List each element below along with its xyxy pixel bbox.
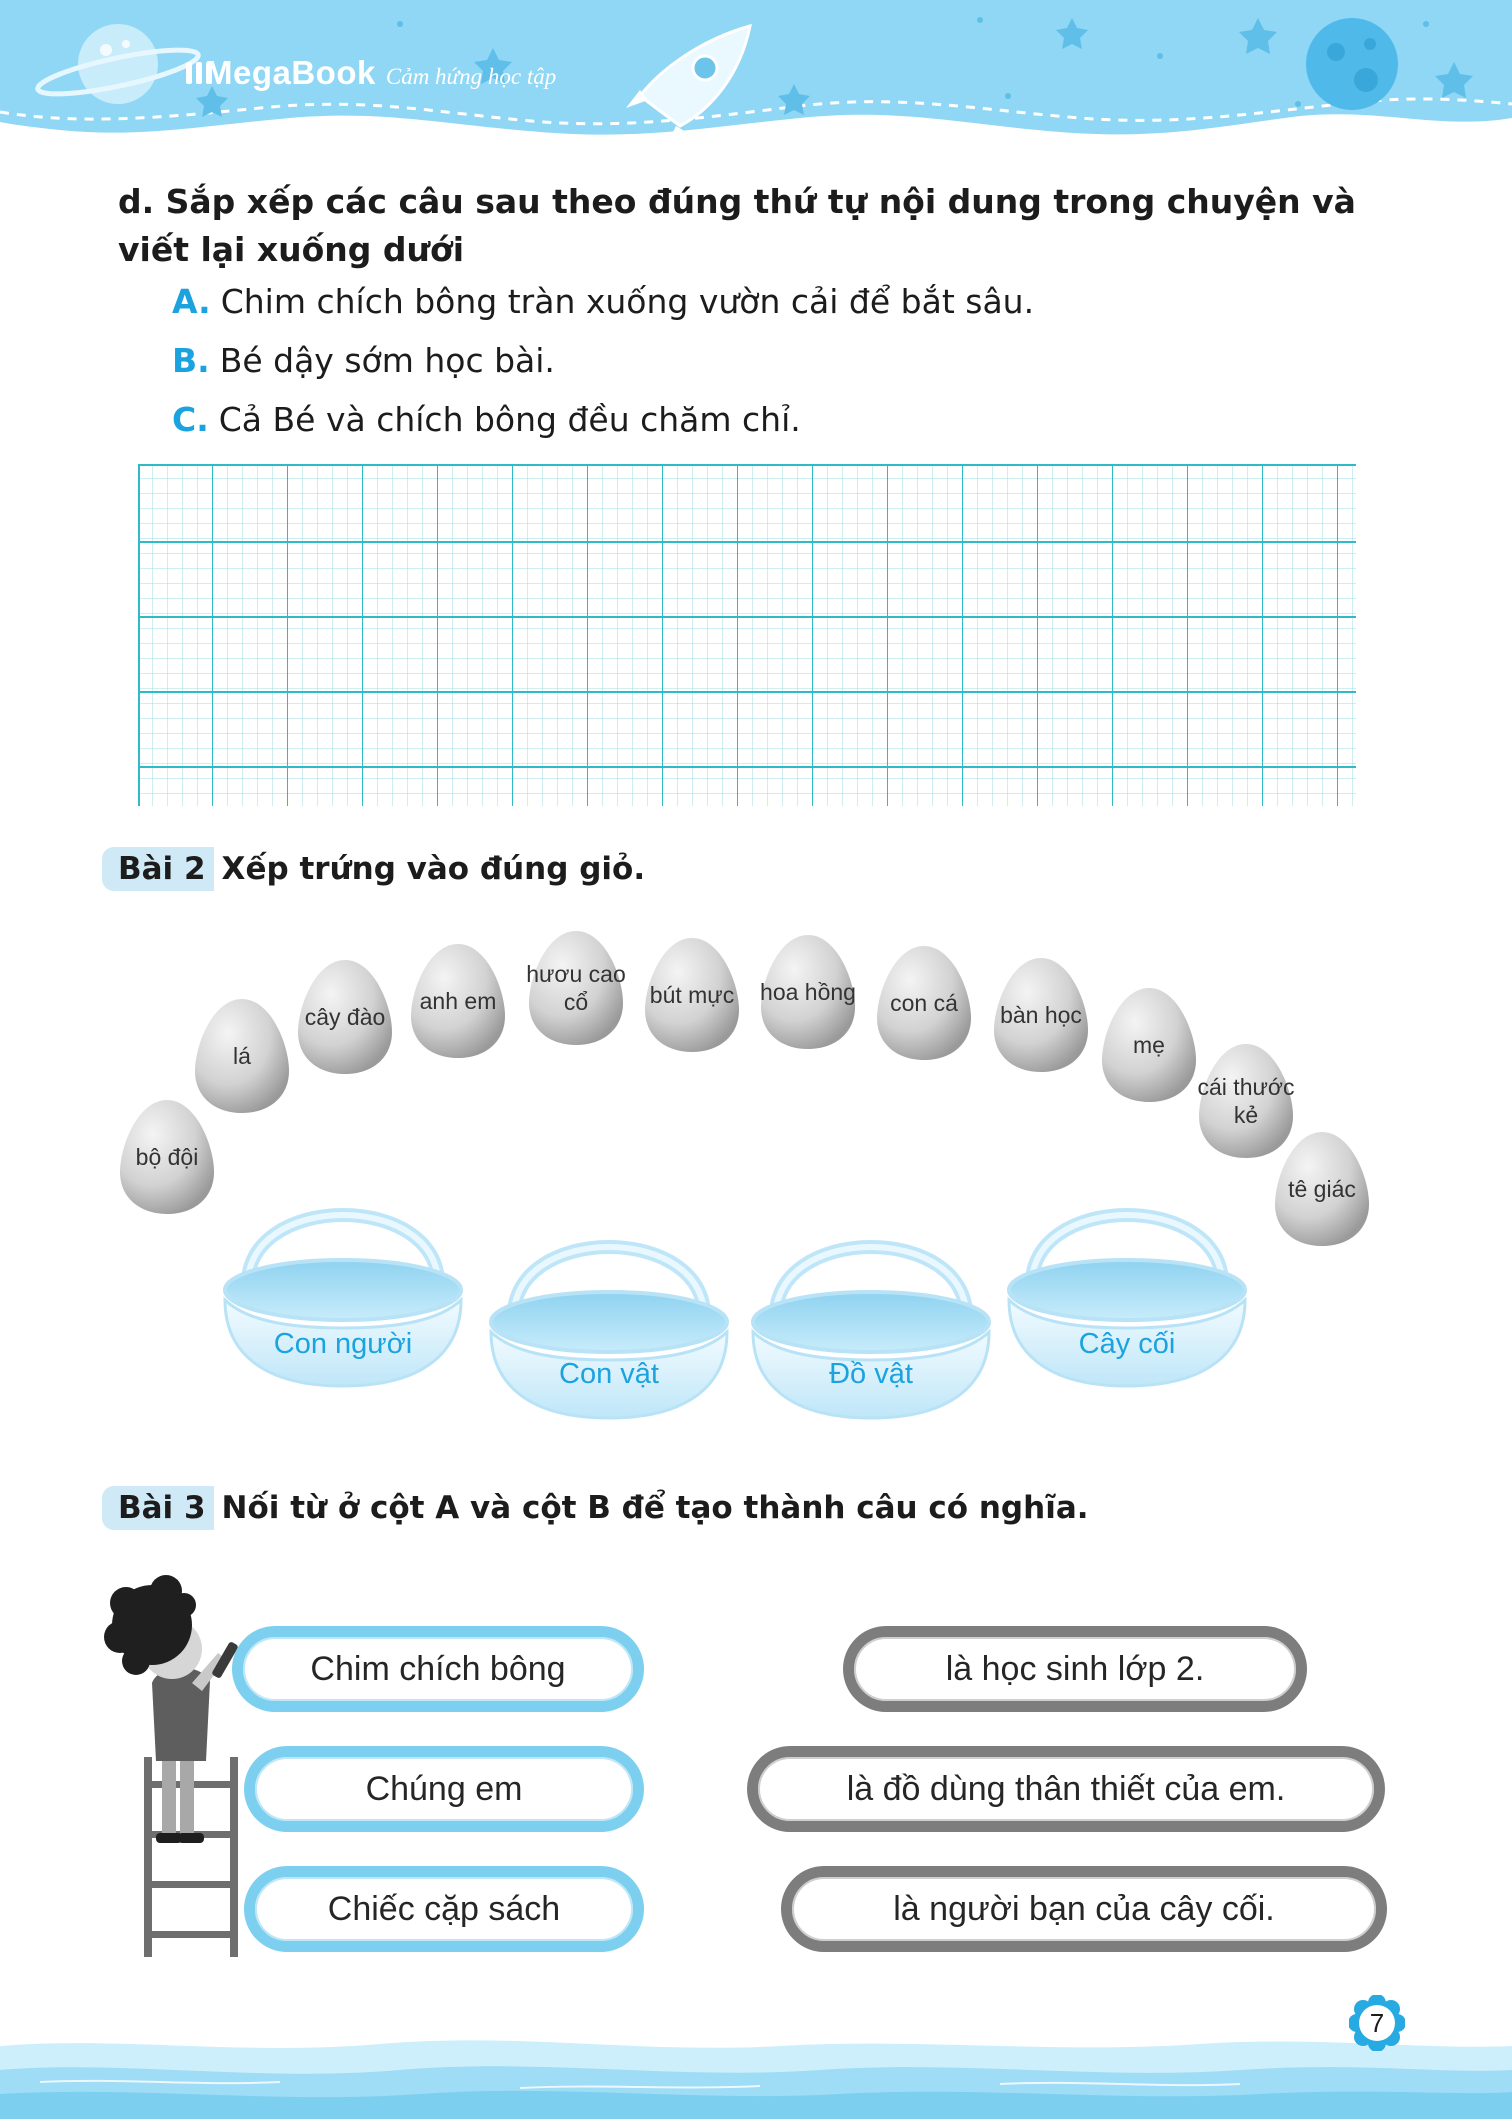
exercise-2-header bbox=[102, 847, 645, 891]
column-b-item[interactable]: là học sinh lớp 2. bbox=[843, 1626, 1307, 1712]
exercise-title: Xếp trứng vào đúng giỏ. bbox=[221, 851, 646, 887]
boy bbox=[104, 1575, 239, 1843]
egg-label: hoa hồng bbox=[760, 979, 856, 1005]
brand-name: MegaBook bbox=[205, 54, 376, 91]
exercise-badge: Bài 3 bbox=[102, 1486, 214, 1530]
egg[interactable] bbox=[527, 929, 625, 1047]
page-number-badge bbox=[1349, 1995, 1405, 2051]
egg-label: cây đào bbox=[304, 1004, 386, 1030]
egg-label: lá bbox=[233, 1043, 251, 1069]
option-b bbox=[172, 341, 555, 380]
egg[interactable] bbox=[1100, 986, 1198, 1104]
basket-label: Con vật bbox=[559, 1358, 659, 1390]
egg-label: con cá bbox=[890, 990, 958, 1016]
column-b-item[interactable]: là đồ dùng thân thiết của em. bbox=[747, 1746, 1385, 1832]
question-d: d. Sắp xếp các câu sau theo đúng thứ tự nội dung trong chuyện và viết lại xuống dưới bbox=[118, 182, 1356, 269]
egg[interactable] bbox=[992, 956, 1090, 1074]
column-a-item[interactable]: Chiếc cặp sách bbox=[244, 1866, 644, 1952]
egg[interactable] bbox=[409, 942, 507, 1060]
option-c bbox=[172, 400, 801, 439]
basket[interactable] bbox=[486, 1182, 732, 1430]
egg-label: bút mực bbox=[649, 982, 735, 1008]
column-a-item[interactable]: Chúng em bbox=[244, 1746, 644, 1832]
egg[interactable] bbox=[296, 958, 394, 1076]
brand-tagline: Cảm hứng học tập bbox=[385, 64, 557, 89]
column-a-item[interactable]: Chim chích bông bbox=[232, 1626, 644, 1712]
basket-label: Cây cối bbox=[1078, 1328, 1176, 1360]
option-letter: A. bbox=[172, 282, 211, 321]
egg[interactable] bbox=[1273, 1130, 1371, 1248]
egg-label: hươu cao cổ bbox=[526, 961, 626, 1015]
option-a bbox=[172, 282, 1034, 321]
egg[interactable] bbox=[118, 1098, 216, 1216]
egg-label: mẹ bbox=[1133, 1032, 1165, 1058]
egg-label: tê giác bbox=[1288, 1176, 1356, 1202]
egg-label: bộ đội bbox=[135, 1144, 199, 1170]
page-number: 7 bbox=[1369, 2007, 1385, 2038]
egg[interactable] bbox=[875, 944, 973, 1062]
exercise-3-header bbox=[102, 1486, 1089, 1530]
writing-grid[interactable] bbox=[138, 464, 1356, 806]
option-letter: B. bbox=[172, 341, 210, 380]
option-text: Cả Bé và chích bông đều chăm chỉ. bbox=[218, 400, 801, 439]
egg-label: anh em bbox=[419, 988, 497, 1014]
footer-wave bbox=[0, 2030, 1512, 2119]
exercise-badge: Bài 2 bbox=[102, 847, 214, 891]
basket[interactable] bbox=[1004, 1150, 1250, 1398]
option-text: Bé dậy sớm học bài. bbox=[219, 341, 555, 380]
option-text: Chim chích bông tràn xuống vườn cải để bắt sâu. bbox=[220, 282, 1035, 321]
moon-icon bbox=[1306, 18, 1398, 110]
page-header bbox=[0, 0, 1512, 160]
egg-label: bàn học bbox=[1000, 1002, 1082, 1028]
egg[interactable] bbox=[193, 997, 291, 1115]
egg-label: cái thước kẻ bbox=[1197, 1074, 1295, 1128]
option-letter: C. bbox=[172, 400, 209, 439]
brand bbox=[205, 54, 556, 92]
exercise-title: Nối từ ở cột A và cột B để tạo thành câu có nghĩa. bbox=[221, 1490, 1089, 1526]
basket-label: Con người bbox=[273, 1328, 413, 1360]
basket[interactable] bbox=[748, 1182, 994, 1430]
column-b-item[interactable]: là người bạn của cây cối. bbox=[781, 1866, 1387, 1952]
basket[interactable] bbox=[220, 1150, 466, 1398]
egg[interactable] bbox=[759, 933, 857, 1051]
egg[interactable] bbox=[643, 936, 741, 1054]
basket-label: Đồ vật bbox=[829, 1358, 913, 1390]
